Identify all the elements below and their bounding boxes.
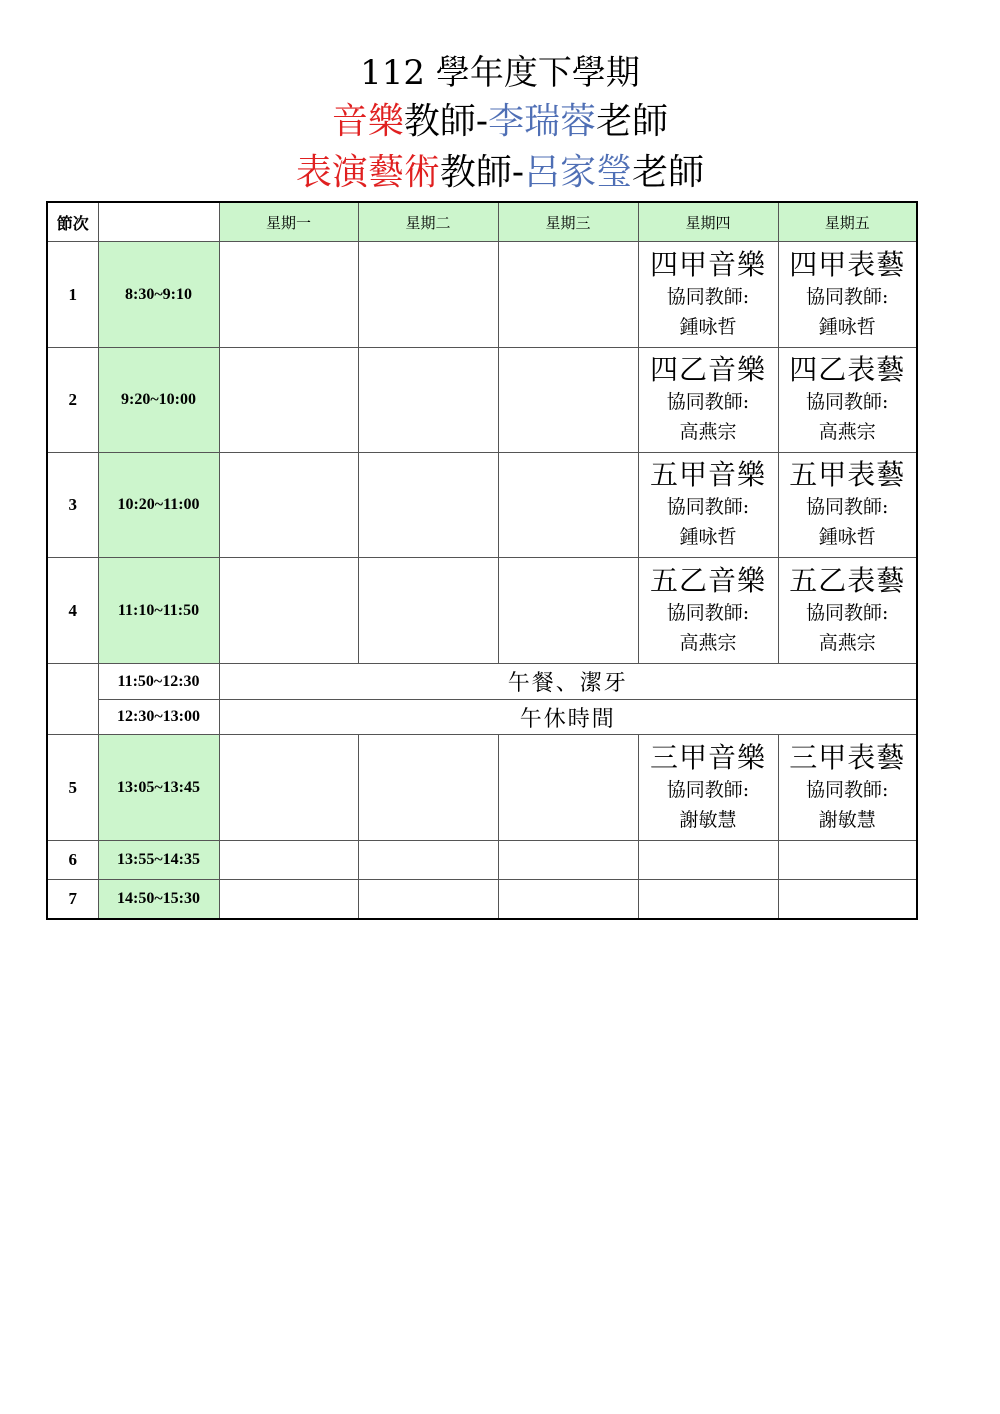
teacher-title: 老師 bbox=[632, 152, 705, 193]
co-teacher-name: 高燕宗 bbox=[679, 631, 737, 654]
table-row bbox=[47, 348, 917, 453]
co-teacher-label: 協同教師: bbox=[666, 285, 750, 308]
class-cell bbox=[778, 242, 917, 348]
class-cell bbox=[638, 735, 778, 841]
empty-cell bbox=[219, 242, 358, 348]
teacher-role: 教師- bbox=[439, 152, 525, 193]
co-teacher-label: 協同教師: bbox=[806, 285, 889, 308]
timetable bbox=[46, 201, 918, 920]
co-teacher-name: 鍾咏哲 bbox=[818, 315, 876, 338]
break-period-cell bbox=[47, 664, 98, 735]
day-header: 星期二 bbox=[358, 202, 498, 242]
table-row bbox=[47, 558, 917, 664]
empty-cell bbox=[219, 558, 358, 664]
empty-cell bbox=[498, 348, 638, 453]
class-cell bbox=[778, 735, 917, 841]
break-label: 午餐、潔牙 bbox=[219, 664, 917, 700]
table-row bbox=[47, 880, 917, 919]
period-time: 8:30~9:10 bbox=[98, 242, 219, 348]
empty-cell bbox=[778, 841, 917, 880]
empty-cell bbox=[219, 841, 358, 880]
period-column-header: 節次 bbox=[47, 202, 98, 242]
class-cell bbox=[778, 348, 917, 453]
empty-cell bbox=[219, 880, 358, 919]
empty-cell bbox=[358, 841, 498, 880]
co-teacher-label: 協同教師: bbox=[806, 391, 889, 413]
table-row bbox=[47, 242, 917, 348]
class-cell bbox=[778, 558, 917, 664]
class-cell bbox=[638, 242, 778, 348]
day-header: 星期一 bbox=[219, 202, 358, 242]
empty-cell bbox=[358, 242, 498, 348]
class-name: 五甲表藝 bbox=[789, 458, 906, 491]
table-row bbox=[47, 735, 917, 841]
empty-cell bbox=[638, 841, 778, 880]
empty-cell bbox=[358, 735, 498, 841]
empty-cell bbox=[358, 880, 498, 919]
music-teacher-line bbox=[0, 100, 1000, 144]
table-row bbox=[47, 841, 917, 880]
class-name: 五乙表藝 bbox=[789, 563, 906, 597]
class-cell bbox=[638, 558, 778, 664]
co-teacher-label: 協同教師: bbox=[806, 496, 889, 518]
period-time: 14:50~15:30 bbox=[98, 880, 219, 919]
teacher-title: 老師 bbox=[596, 101, 669, 142]
co-teacher-name: 高燕宗 bbox=[818, 631, 876, 654]
class-name: 五甲音樂 bbox=[649, 458, 766, 491]
class-name: 四甲音樂 bbox=[649, 247, 766, 281]
period-time: 13:05~13:45 bbox=[98, 735, 219, 841]
co-teacher-name: 高燕宗 bbox=[679, 421, 737, 443]
break-label: 午休時間 bbox=[219, 700, 917, 735]
day-header: 星期三 bbox=[498, 202, 638, 242]
period-number: 1 bbox=[47, 242, 98, 348]
period-number: 7 bbox=[47, 880, 98, 919]
co-teacher-label: 協同教師: bbox=[666, 496, 750, 518]
co-teacher-label: 協同教師: bbox=[666, 778, 750, 801]
empty-cell bbox=[638, 880, 778, 919]
subject-music: 音樂 bbox=[331, 101, 404, 142]
page-title: 112 學年度下學期 bbox=[360, 53, 640, 93]
empty-cell bbox=[498, 558, 638, 664]
empty-cell bbox=[219, 453, 358, 558]
co-teacher-name: 高燕宗 bbox=[818, 421, 876, 443]
class-name: 四乙表藝 bbox=[789, 353, 906, 386]
class-name: 四乙音樂 bbox=[649, 353, 766, 386]
empty-cell bbox=[219, 348, 358, 453]
empty-cell bbox=[498, 841, 638, 880]
period-number: 6 bbox=[47, 841, 98, 880]
class-cell bbox=[638, 348, 778, 453]
period-time: 13:55~14:35 bbox=[98, 841, 219, 880]
class-name: 五乙音樂 bbox=[649, 563, 766, 597]
table-row bbox=[47, 453, 917, 558]
period-number: 3 bbox=[47, 453, 98, 558]
co-teacher-label: 協同教師: bbox=[806, 601, 889, 624]
period-time: 9:20~10:00 bbox=[98, 348, 219, 453]
day-header: 星期五 bbox=[778, 202, 917, 242]
teacher-name: 呂家瑩 bbox=[524, 152, 633, 193]
co-teacher-name: 鍾咏哲 bbox=[818, 526, 876, 548]
break-time: 12:30~13:00 bbox=[98, 700, 219, 735]
co-teacher-name: 鍾咏哲 bbox=[679, 315, 737, 338]
co-teacher-name: 謝敏慧 bbox=[818, 808, 876, 831]
co-teacher-name: 鍾咏哲 bbox=[679, 526, 737, 548]
teacher-name: 李瑞蓉 bbox=[488, 101, 597, 142]
co-teacher-label: 協同教師: bbox=[666, 391, 750, 413]
time-column-header bbox=[98, 202, 219, 242]
empty-cell bbox=[498, 242, 638, 348]
subject-performing-arts: 表演藝術 bbox=[295, 152, 440, 193]
day-header: 星期四 bbox=[638, 202, 778, 242]
empty-cell bbox=[778, 880, 917, 919]
break-row bbox=[47, 700, 917, 735]
period-number: 2 bbox=[47, 348, 98, 453]
class-cell bbox=[638, 453, 778, 558]
empty-cell bbox=[498, 880, 638, 919]
co-teacher-label: 協同教師: bbox=[666, 601, 750, 624]
empty-cell bbox=[498, 453, 638, 558]
class-name: 三甲表藝 bbox=[789, 740, 906, 774]
break-row bbox=[47, 664, 917, 700]
break-time: 11:50~12:30 bbox=[98, 664, 219, 700]
period-number: 4 bbox=[47, 558, 98, 664]
co-teacher-label: 協同教師: bbox=[806, 778, 889, 801]
teacher-role: 教師- bbox=[403, 101, 489, 142]
period-time: 10:20~11:00 bbox=[98, 453, 219, 558]
empty-cell bbox=[219, 735, 358, 841]
empty-cell bbox=[358, 348, 498, 453]
class-cell bbox=[778, 453, 917, 558]
co-teacher-name: 謝敏慧 bbox=[679, 808, 737, 831]
empty-cell bbox=[358, 558, 498, 664]
empty-cell bbox=[358, 453, 498, 558]
period-number: 5 bbox=[47, 735, 98, 841]
period-time: 11:10~11:50 bbox=[98, 558, 219, 664]
arts-teacher-line bbox=[0, 151, 1000, 195]
empty-cell bbox=[498, 735, 638, 841]
class-name: 三甲音樂 bbox=[649, 740, 766, 774]
class-name: 四甲表藝 bbox=[789, 247, 906, 281]
header-row bbox=[47, 202, 917, 242]
